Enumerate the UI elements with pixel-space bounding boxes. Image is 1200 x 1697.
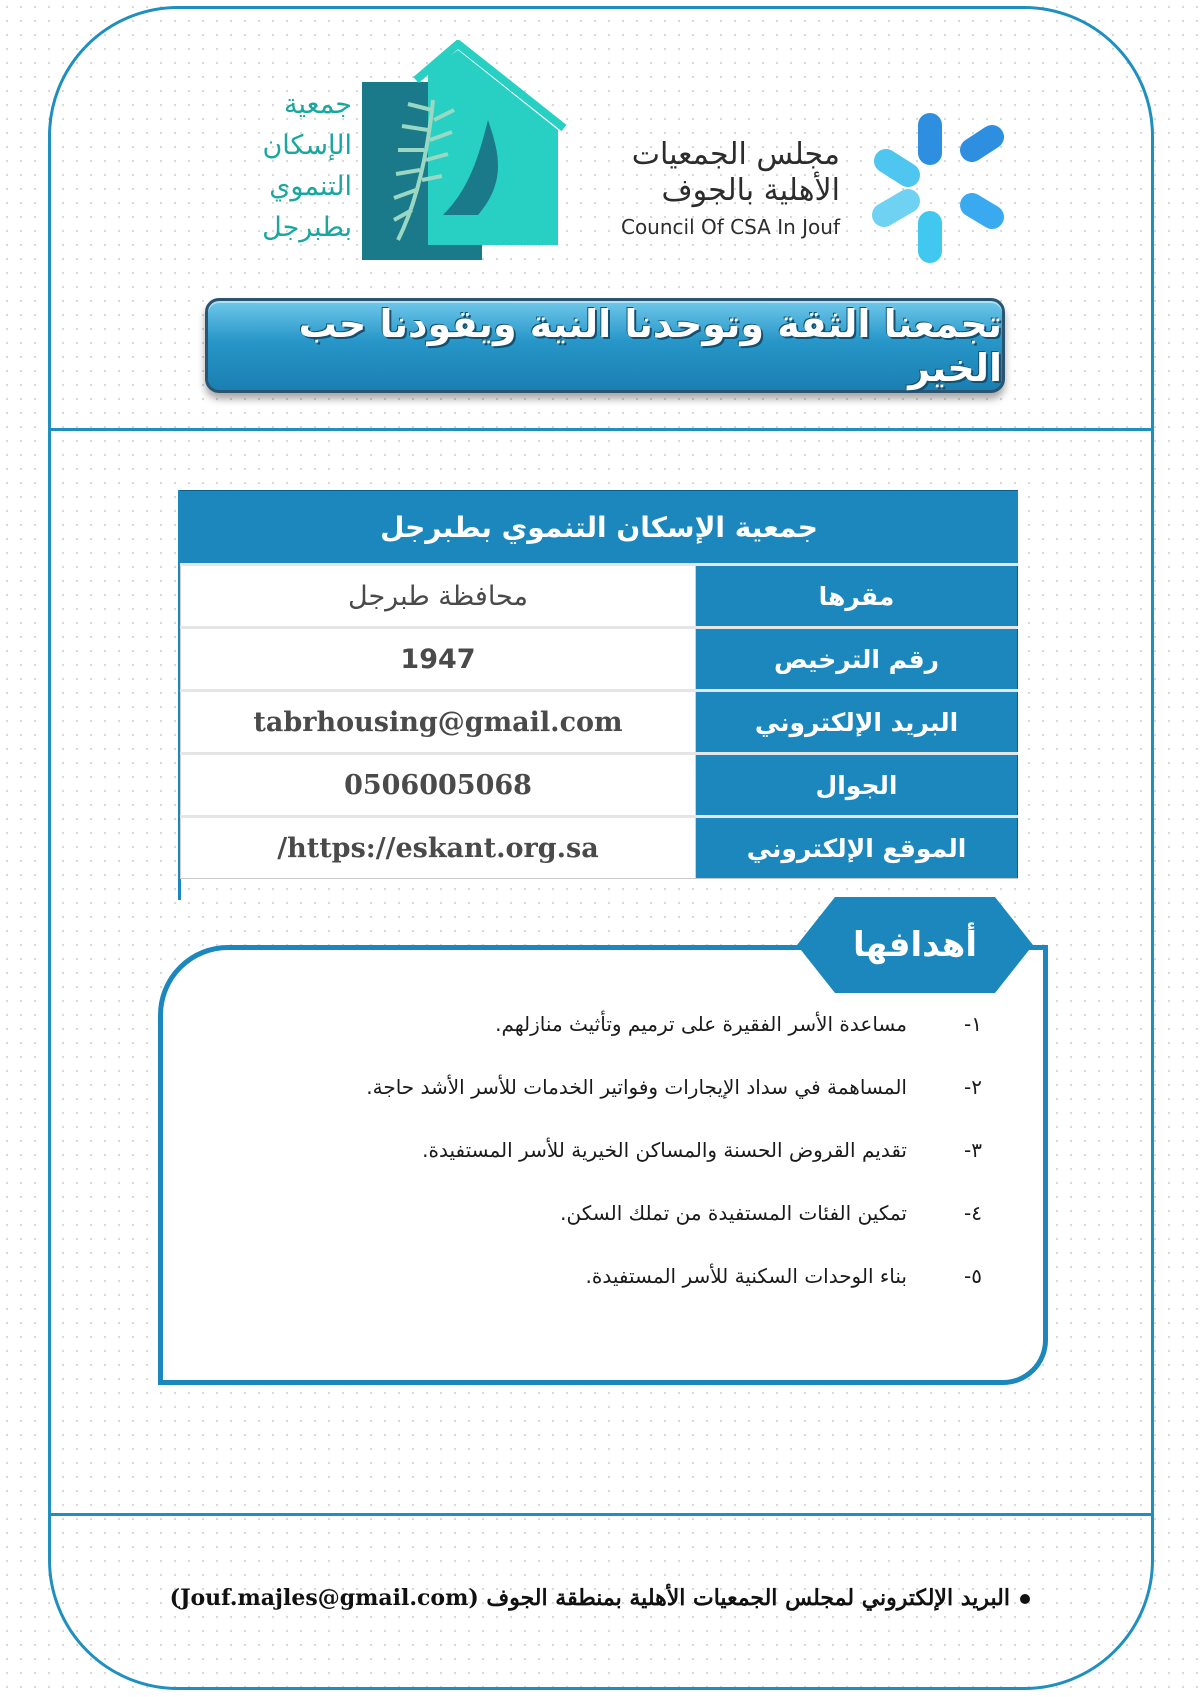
- goal-text: المساهمة في سداد الإيجارات وفواتير الخدمات للأسر الأشد حاجة.: [366, 1075, 907, 1099]
- association-logo-line: الإسكان: [262, 130, 352, 161]
- list-item: [260, 1264, 982, 1327]
- footer-contact: [169, 1585, 1030, 1611]
- council-name-ar: [632, 137, 840, 209]
- info-value-location: محافظة طبرجل: [180, 566, 696, 626]
- goal-number: ١-: [964, 1012, 982, 1036]
- association-logo: [240, 40, 570, 265]
- association-logo-text: [240, 84, 352, 248]
- goal-number: ٥-: [964, 1264, 982, 1288]
- council-name-line: الأهلية بالجوف: [661, 173, 840, 208]
- goal-text: تقديم القروض الحسنة والمساكن الخيرية للأسر المستفيدة.: [422, 1138, 907, 1162]
- bullet-icon: [1020, 1594, 1030, 1604]
- list-item: [260, 1138, 982, 1201]
- council-name-line: مجلس الجمعيات: [631, 137, 840, 172]
- info-table: [180, 490, 1018, 879]
- table-row: [180, 755, 1018, 818]
- info-table-title: جمعية الإسكان التنموي بطبرجل: [180, 490, 1018, 566]
- goal-text: بناء الوحدات السكنية للأسر المستفيدة.: [585, 1264, 907, 1288]
- info-value-license: 1947: [180, 629, 696, 689]
- table-row: [180, 692, 1018, 755]
- house-hands-icon: [358, 40, 570, 265]
- info-label-email: البريد الإلكتروني: [696, 692, 1018, 752]
- goal-text: تمكين الفئات المستفيدة من تملك السكن.: [560, 1201, 907, 1225]
- association-logo-line: التنموي: [269, 171, 352, 202]
- association-logo-line: بطبرجل: [262, 212, 352, 243]
- header-divider: [48, 428, 1154, 431]
- council-name-en: Council Of CSA In Jouf: [620, 215, 840, 239]
- info-value-email[interactable]: tabrhousing@gmail.com: [180, 692, 696, 752]
- info-label-phone: الجوال: [696, 755, 1018, 815]
- info-value-phone[interactable]: 0506005068: [180, 755, 696, 815]
- list-item: [260, 1075, 982, 1138]
- table-row: [180, 818, 1018, 879]
- info-label-location: مقرها: [696, 566, 1018, 626]
- goal-number: ٢-: [964, 1075, 982, 1099]
- goal-text: مساعدة الأسر الفقيرة على ترميم وتأثيث منازلهم.: [495, 1012, 907, 1036]
- goals-list: [260, 1012, 982, 1327]
- info-value-website[interactable]: /https://eskant.org.sa: [180, 818, 696, 878]
- goals-title: أهدافها: [853, 925, 977, 965]
- goal-number: ٤-: [964, 1201, 982, 1225]
- slogan-text: تجمعنا الثقة وتوحدنا النية ويقودنا حب الخير: [298, 301, 1002, 390]
- table-row: [180, 566, 1018, 629]
- association-logo-line: جمعية: [284, 89, 352, 120]
- footer-divider: [48, 1513, 1154, 1516]
- goal-number: ٣-: [964, 1138, 982, 1162]
- star-burst-icon: [850, 105, 1010, 270]
- info-label-website: الموقع الإلكتروني: [696, 818, 1018, 878]
- footer-text: البريد الإلكتروني لمجلس الجمعيات الأهلية بمنطقة الجوف (Jouf.majles@gmail.com): [169, 1585, 1010, 1611]
- info-label-license: رقم الترخيص: [696, 629, 1018, 689]
- table-row: [180, 629, 1018, 692]
- list-item: [260, 1012, 982, 1075]
- list-item: [260, 1201, 982, 1264]
- council-logo: [600, 105, 1010, 275]
- slogan-banner: [205, 298, 1005, 393]
